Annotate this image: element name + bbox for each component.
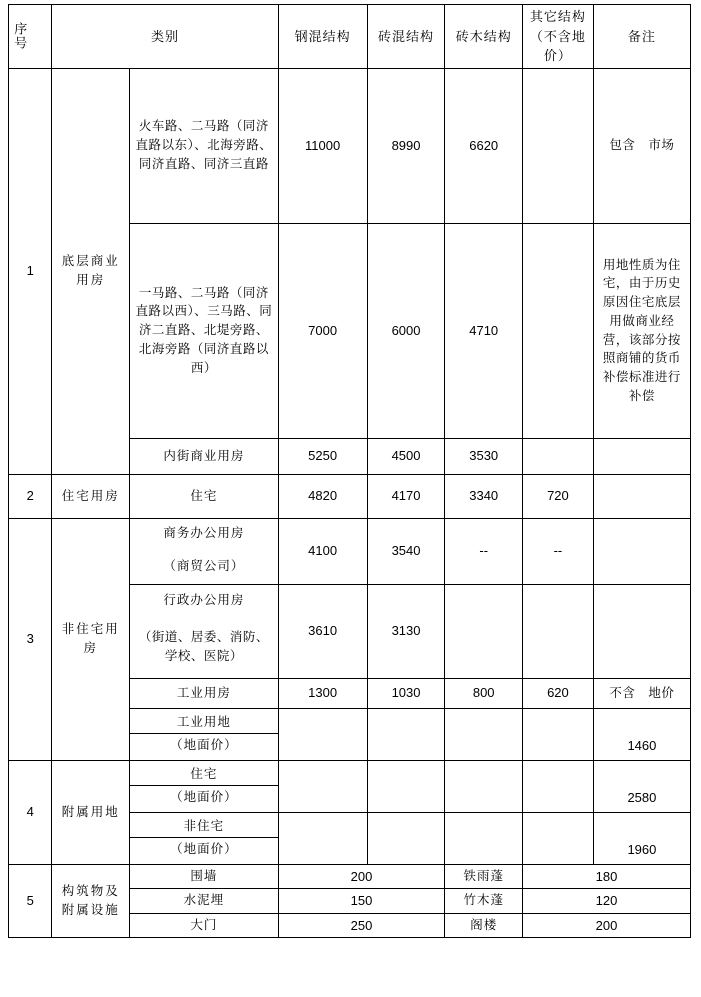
value-brick-wood	[445, 584, 523, 678]
row-index: 1	[9, 68, 52, 474]
value-concrete: 3610	[278, 584, 367, 678]
value-other: 720	[523, 474, 594, 518]
facility-item-a: 水泥埋	[130, 889, 279, 914]
row-index: 5	[9, 864, 52, 938]
value-other: 620	[523, 678, 594, 708]
region-cell-stacked	[130, 812, 279, 864]
value-brick-concrete: 4170	[367, 474, 445, 518]
value-brick-wood: 4710	[445, 223, 523, 438]
value-other	[523, 223, 594, 438]
facility-item-b: 阁楼	[445, 913, 523, 938]
value-brick-concrete: 3130	[367, 584, 445, 678]
value-brick-concrete: 4500	[367, 438, 445, 474]
header-other: 其它结构（不含地价）	[523, 5, 594, 69]
header-concrete: 钢混结构	[278, 5, 367, 69]
table-row	[9, 474, 691, 518]
remark-cell	[593, 584, 690, 678]
table-header-row	[9, 5, 691, 69]
region-cell: 一马路、二马路（同济直路以西）、三马路、同济二直路、北堤旁路、北海旁路（同济直路以西）	[130, 223, 279, 438]
remark-cell	[593, 438, 690, 474]
remark-cell: 1960	[593, 812, 690, 864]
facility-value-a: 200	[278, 864, 445, 889]
region-cell-line1: 工业用地	[130, 712, 278, 734]
row-index: 3	[9, 518, 52, 760]
group-label: 非住宅用房	[52, 518, 130, 760]
value-other	[523, 584, 594, 678]
value-concrete	[278, 812, 367, 864]
facility-value-b: 180	[523, 864, 691, 889]
facility-item-b: 铁雨蓬	[445, 864, 523, 889]
value-other: --	[523, 518, 594, 584]
value-brick-wood	[445, 760, 523, 812]
region-cell-stacked	[130, 708, 279, 760]
group-label: 附属用地	[52, 760, 130, 864]
header-brick-wood: 砖木结构	[445, 5, 523, 69]
facility-item-a: 围墙	[130, 864, 279, 889]
remark-cell: 1460	[593, 708, 690, 760]
region-cell-line2: （地面价）	[170, 789, 238, 804]
group-label: 住宅用房	[52, 474, 130, 518]
region-cell: 火车路、二马路（同济直路以东）、北海旁路、同济直路、同济三直路	[130, 68, 279, 223]
value-other	[523, 68, 594, 223]
value-concrete: 1300	[278, 678, 367, 708]
value-concrete	[278, 760, 367, 812]
region-cell: 内街商业用房	[130, 438, 279, 474]
remark-cell: 包含 市场	[593, 68, 690, 223]
group-label: 底层商业用房	[52, 68, 130, 474]
facility-value-a: 150	[278, 889, 445, 914]
region-cell-line2: （地面价）	[170, 737, 238, 752]
value-concrete: 5250	[278, 438, 367, 474]
value-other	[523, 438, 594, 474]
value-concrete: 4100	[278, 518, 367, 584]
row-index: 4	[9, 760, 52, 864]
value-brick-concrete: 1030	[367, 678, 445, 708]
value-concrete	[278, 708, 367, 760]
remark-cell	[593, 518, 690, 584]
region-cell-line1: 非住宅	[130, 816, 278, 838]
region-cell-line1: 住宅	[130, 764, 278, 786]
value-concrete: 11000	[278, 68, 367, 223]
value-brick-concrete	[367, 812, 445, 864]
region-cell-line1: 商务办公用房	[130, 518, 279, 549]
header-index: 序号	[9, 5, 52, 69]
value-brick-concrete: 6000	[367, 223, 445, 438]
value-brick-wood: 6620	[445, 68, 523, 223]
value-brick-concrete	[367, 708, 445, 760]
facility-item-b: 竹木蓬	[445, 889, 523, 914]
header-category: 类别	[52, 5, 278, 69]
facility-item-a: 大门	[130, 913, 279, 938]
compensation-standard-table	[8, 4, 691, 938]
group-label: 构筑物及附属设施	[52, 864, 130, 938]
value-brick-wood: 3530	[445, 438, 523, 474]
remark-cell: 2580	[593, 760, 690, 812]
value-brick-wood: 3340	[445, 474, 523, 518]
region-cell: 住宅	[130, 474, 279, 518]
remark-cell: 用地性质为住宅，由于历史原因住宅底层用做商业经营，该部分按照商铺的货币补偿标准进行补偿	[593, 223, 690, 438]
value-other	[523, 760, 594, 812]
value-brick-concrete: 3540	[367, 518, 445, 584]
region-cell-line2: （地面价）	[170, 841, 238, 856]
region-cell-line2: （街道、居委、消防、学校、医院）	[130, 616, 279, 678]
facility-value-b: 200	[523, 913, 691, 938]
header-remark: 备注	[593, 5, 690, 69]
value-concrete: 7000	[278, 223, 367, 438]
region-cell-line1: 行政办公用房	[130, 584, 279, 616]
value-brick-wood	[445, 708, 523, 760]
remark-cell	[593, 474, 690, 518]
header-brick-concrete: 砖混结构	[367, 5, 445, 69]
region-cell-line2: （商贸公司）	[130, 549, 279, 584]
table-row	[9, 68, 691, 223]
region-cell: 工业用房	[130, 678, 279, 708]
table-row	[9, 518, 691, 549]
table-row	[9, 864, 691, 889]
row-index: 2	[9, 474, 52, 518]
facility-value-b: 120	[523, 889, 691, 914]
remark-cell: 不含 地价	[593, 678, 690, 708]
region-cell-stacked	[130, 760, 279, 812]
value-brick-wood	[445, 812, 523, 864]
value-brick-wood: --	[445, 518, 523, 584]
table-row	[9, 760, 691, 812]
value-other	[523, 812, 594, 864]
value-other	[523, 708, 594, 760]
value-brick-wood: 800	[445, 678, 523, 708]
value-brick-concrete	[367, 760, 445, 812]
value-concrete: 4820	[278, 474, 367, 518]
facility-value-a: 250	[278, 913, 445, 938]
value-brick-concrete: 8990	[367, 68, 445, 223]
